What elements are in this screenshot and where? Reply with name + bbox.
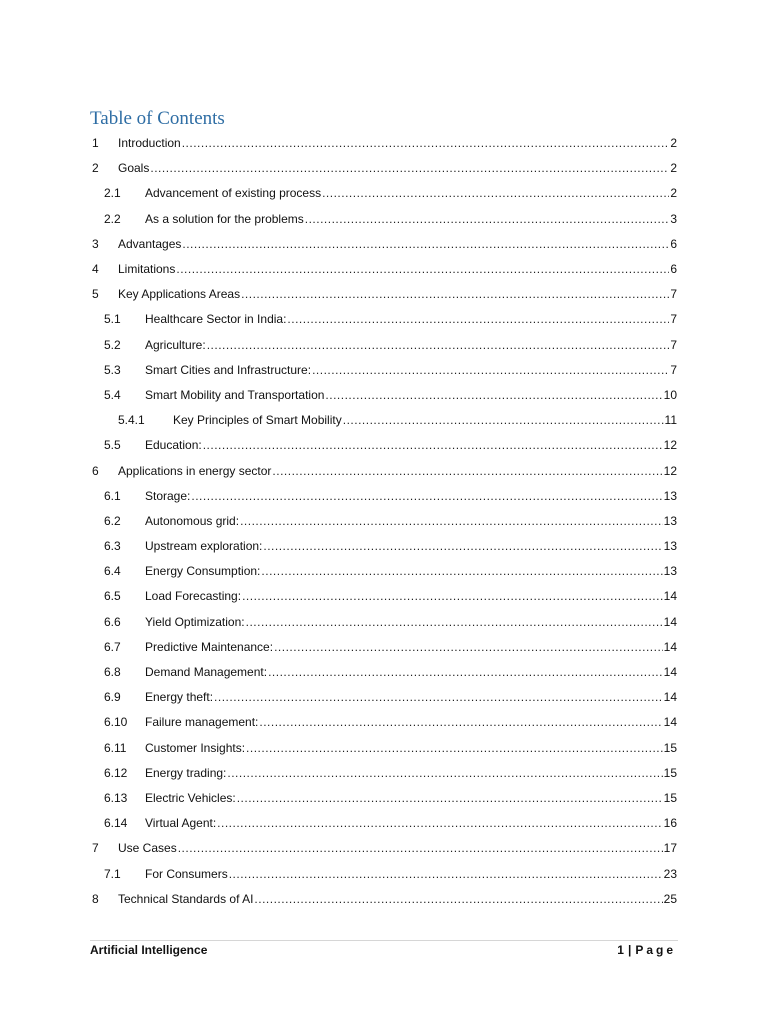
toc-entry-page: 6: [670, 262, 677, 277]
toc-entry-link[interactable]: [145, 433, 677, 458]
toc-dot-leader: [182, 232, 669, 257]
toc-entry-page: 14: [663, 614, 677, 629]
toc-entry-number: 6.5: [104, 589, 121, 604]
toc-entry-number: 6.1: [104, 488, 121, 503]
toc-entry[interactable]: [0, 282, 768, 307]
toc-entry-page: 12: [663, 463, 677, 478]
toc-dot-leader: [217, 811, 662, 836]
toc-entry-link[interactable]: [145, 181, 677, 206]
toc-entry-number: 6.3: [104, 539, 121, 554]
toc-entry-page: 13: [663, 539, 677, 554]
toc-entry-link[interactable]: [145, 635, 677, 660]
toc-entry-link[interactable]: [118, 257, 677, 282]
toc-entry-page: 3: [670, 211, 677, 226]
toc-entry-number: 1: [92, 136, 99, 151]
toc-entry-number: 6.14: [104, 816, 128, 831]
footer-page-word: Page: [635, 943, 676, 957]
toc-entry-page: 17: [663, 841, 677, 856]
toc-entry[interactable]: [0, 635, 768, 660]
toc-entry-label: Storage:: [145, 484, 191, 509]
footer-divider: [90, 940, 678, 941]
toc-entry[interactable]: [0, 710, 768, 735]
toc-entry-label: Agriculture:: [145, 333, 207, 358]
toc-entry[interactable]: [0, 584, 768, 609]
toc-entry-link[interactable]: [145, 660, 677, 685]
footer-page-indicator: [617, 943, 676, 957]
toc-entry-number: 5.3: [104, 362, 121, 377]
toc-entry-label: Healthcare Sector in India:: [145, 307, 287, 332]
toc-entry[interactable]: [0, 156, 768, 181]
toc-entry-link[interactable]: [145, 685, 677, 710]
toc-entry-page: 14: [663, 690, 677, 705]
toc-dot-leader: [229, 862, 663, 887]
toc-entry-number: 6: [92, 463, 99, 478]
toc-entry[interactable]: [0, 181, 768, 206]
toc-entry-link[interactable]: [145, 584, 677, 609]
toc-entry-link[interactable]: [145, 207, 677, 232]
toc-dot-leader: [241, 282, 669, 307]
toc-entry[interactable]: [0, 660, 768, 685]
toc-entry-page: 14: [663, 589, 677, 604]
toc-dot-leader: [203, 433, 663, 458]
toc-entry-page: 15: [663, 790, 677, 805]
toc-entry[interactable]: [0, 559, 768, 584]
toc-entry-label: Technical Standards of AI: [118, 887, 254, 912]
toc-entry-page: 23: [663, 866, 677, 881]
toc-entry-link[interactable]: [145, 484, 677, 509]
toc-entry-label: Use Cases: [118, 836, 178, 861]
toc-entry-number: 5.4: [104, 387, 121, 402]
toc-entry-label: Goals: [118, 156, 150, 181]
toc-entry-label: Energy Consumption:: [145, 559, 261, 584]
toc-entry-link[interactable]: [145, 811, 677, 836]
toc-entry[interactable]: [0, 685, 768, 710]
footer-separator: |: [627, 943, 632, 957]
toc-dot-leader: [305, 207, 670, 232]
toc-entry[interactable]: [0, 307, 768, 332]
toc-list: [0, 131, 768, 912]
toc-entry-page: 7: [670, 287, 677, 302]
toc-entry[interactable]: [0, 887, 768, 912]
toc-entry[interactable]: [0, 761, 768, 786]
toc-dot-leader: [240, 509, 663, 534]
toc-entry-label: Introduction: [118, 131, 182, 156]
toc-entry-label: Autonomous grid:: [145, 509, 240, 534]
toc-dot-leader: [214, 685, 663, 710]
toc-entry-link[interactable]: [145, 534, 677, 559]
toc-entry-page: 7: [670, 362, 677, 377]
toc-entry-label: As a solution for the problems: [145, 207, 305, 232]
toc-dot-leader: [242, 584, 663, 609]
toc-entry-page: 13: [663, 564, 677, 579]
toc-entry-number: 6.6: [104, 614, 121, 629]
toc-entry-number: 5: [92, 287, 99, 302]
toc-entry[interactable]: [0, 509, 768, 534]
toc-entry-link[interactable]: [145, 710, 677, 735]
toc-entry-label: Upstream exploration:: [145, 534, 263, 559]
toc-entry-link[interactable]: [145, 736, 677, 761]
toc-entry-link[interactable]: [145, 761, 677, 786]
toc-entry-number: 6.9: [104, 690, 121, 705]
toc-entry[interactable]: [0, 736, 768, 761]
toc-dot-leader: [246, 610, 663, 635]
toc-dot-leader: [191, 484, 662, 509]
toc-entry-number: 5.1: [104, 312, 121, 327]
toc-entry-number: 6.13: [104, 790, 128, 805]
toc-entry-page: 2: [670, 136, 677, 151]
toc-dot-leader: [268, 660, 663, 685]
toc-entry-page: 6: [670, 236, 677, 251]
toc-entry-number: 2: [92, 161, 99, 176]
toc-entry-number: 5.5: [104, 438, 121, 453]
toc-dot-leader: [322, 181, 669, 206]
toc-entry-label: Advantages: [118, 232, 182, 257]
toc-entry-page: 14: [663, 665, 677, 680]
toc-entry-number: 5.2: [104, 337, 121, 352]
toc-entry-number: 6.2: [104, 513, 121, 528]
toc-entry-link[interactable]: [145, 509, 677, 534]
toc-entry-label: Smart Mobility and Transportation: [145, 383, 325, 408]
toc-dot-leader: [182, 131, 670, 156]
toc-entry[interactable]: [0, 257, 768, 282]
toc-dot-leader: [176, 257, 669, 282]
toc-entry[interactable]: [0, 861, 768, 886]
toc-entry-number: 6.7: [104, 639, 121, 654]
toc-dot-leader: [274, 635, 663, 660]
toc-entry-page: 2: [670, 161, 677, 176]
toc-entry-label: Load Forecasting:: [145, 584, 242, 609]
toc-entry-page: 14: [663, 715, 677, 730]
toc-entry-link[interactable]: [145, 559, 677, 584]
toc-entry-page: 25: [663, 891, 677, 906]
toc-entry-page: 11: [664, 413, 677, 428]
toc-entry-label: For Consumers: [145, 862, 229, 887]
toc-dot-leader: [207, 333, 670, 358]
toc-dot-leader: [287, 307, 669, 332]
toc-entry-label: Limitations: [118, 257, 176, 282]
toc-entry-link[interactable]: [145, 786, 677, 811]
toc-entry-label: Key Principles of Smart Mobility: [173, 408, 343, 433]
toc-entry-link[interactable]: [145, 383, 677, 408]
toc-entry[interactable]: [0, 408, 768, 433]
toc-entry-label: Yield Optimization:: [145, 610, 246, 635]
toc-entry-number: 2.1: [104, 186, 121, 201]
toc-entry-link[interactable]: [118, 156, 677, 181]
toc-entry-label: Education:: [145, 433, 203, 458]
toc-entry-number: 7: [92, 841, 99, 856]
toc-entry-link[interactable]: [118, 282, 677, 307]
footer-document-title: Artificial Intelligence: [90, 943, 208, 957]
toc-entry-page: 16: [663, 816, 677, 831]
toc-entry[interactable]: [0, 610, 768, 635]
toc-entry[interactable]: [0, 534, 768, 559]
toc-entry-number: 6.8: [104, 665, 121, 680]
toc-entry-link[interactable]: [145, 358, 677, 383]
toc-entry[interactable]: [0, 333, 768, 358]
toc-entry[interactable]: [0, 131, 768, 156]
toc-entry-label: Advancement of existing process: [145, 181, 322, 206]
toc-entry-page: 12: [663, 438, 677, 453]
toc-entry-number: 8: [92, 891, 99, 906]
toc-entry[interactable]: [0, 433, 768, 458]
toc-title: Table of Contents: [90, 108, 225, 129]
toc-entry-number: 3: [92, 236, 99, 251]
footer-page-number: 1: [617, 943, 624, 957]
toc-dot-leader: [343, 408, 664, 433]
toc-entry-link[interactable]: [173, 408, 677, 433]
toc-entry-link[interactable]: [145, 610, 677, 635]
toc-dot-leader: [150, 156, 669, 181]
toc-entry-page: 2: [670, 186, 677, 201]
toc-dot-leader: [227, 761, 662, 786]
toc-dot-leader: [178, 836, 663, 861]
toc-entry-label: Energy trading:: [145, 761, 227, 786]
toc-entry-page: 15: [663, 740, 677, 755]
toc-entry[interactable]: [0, 786, 768, 811]
toc-entry-link[interactable]: [145, 333, 677, 358]
toc-entry-link[interactable]: [118, 887, 677, 912]
toc-dot-leader: [237, 786, 663, 811]
toc-entry-number: 2.2: [104, 211, 121, 226]
toc-entry[interactable]: [0, 383, 768, 408]
toc-dot-leader: [325, 383, 662, 408]
toc-entry-link[interactable]: [145, 307, 677, 332]
toc-entry-link[interactable]: [118, 232, 677, 257]
toc-entry-link[interactable]: [145, 862, 677, 887]
toc-dot-leader: [246, 736, 663, 761]
toc-entry-page: 15: [663, 765, 677, 780]
toc-entry-label: Applications in energy sector: [118, 459, 272, 484]
toc-dot-leader: [312, 358, 669, 383]
toc-entry-page: 13: [663, 488, 677, 503]
toc-entry[interactable]: [0, 811, 768, 836]
toc-entry-page: 7: [670, 337, 677, 352]
toc-entry-number: 6.11: [104, 740, 127, 755]
toc-dot-leader: [254, 887, 662, 912]
toc-entry-number: 6.10: [104, 715, 128, 730]
toc-entry-label: Demand Management:: [145, 660, 268, 685]
toc-entry[interactable]: [0, 207, 768, 232]
toc-entry[interactable]: [0, 358, 768, 383]
toc-entry-label: Customer Insights:: [145, 736, 246, 761]
toc-entry-number: 7.1: [104, 866, 121, 881]
toc-entry-page: 14: [663, 639, 677, 654]
toc-entry-page: 7: [670, 312, 677, 327]
toc-entry[interactable]: [0, 232, 768, 257]
toc-entry-label: Predictive Maintenance:: [145, 635, 274, 660]
toc-dot-leader: [263, 534, 662, 559]
toc-entry[interactable]: [0, 458, 768, 483]
toc-entry-number: 6.4: [104, 564, 121, 579]
toc-dot-leader: [261, 559, 662, 584]
toc-entry-link[interactable]: [118, 131, 677, 156]
toc-entry-link[interactable]: [118, 836, 677, 861]
toc-entry-label: Electric Vehicles:: [145, 786, 237, 811]
toc-entry-number: 6.12: [104, 765, 128, 780]
toc-entry-label: Key Applications Areas: [118, 282, 241, 307]
toc-entry-label: Smart Cities and Infrastructure:: [145, 358, 312, 383]
toc-entry-label: Failure management:: [145, 710, 259, 735]
toc-entry[interactable]: [0, 836, 768, 861]
toc-dot-leader: [272, 459, 662, 484]
toc-entry-page: 13: [663, 513, 677, 528]
toc-entry-label: Energy theft:: [145, 685, 214, 710]
toc-entry[interactable]: [0, 484, 768, 509]
toc-dot-leader: [259, 710, 662, 735]
toc-entry-link[interactable]: [118, 459, 677, 484]
toc-entry-label: Virtual Agent:: [145, 811, 217, 836]
toc-entry-number: 5.4.1: [118, 413, 145, 428]
toc-entry-number: 4: [92, 262, 99, 277]
toc-entry-page: 10: [663, 387, 677, 402]
